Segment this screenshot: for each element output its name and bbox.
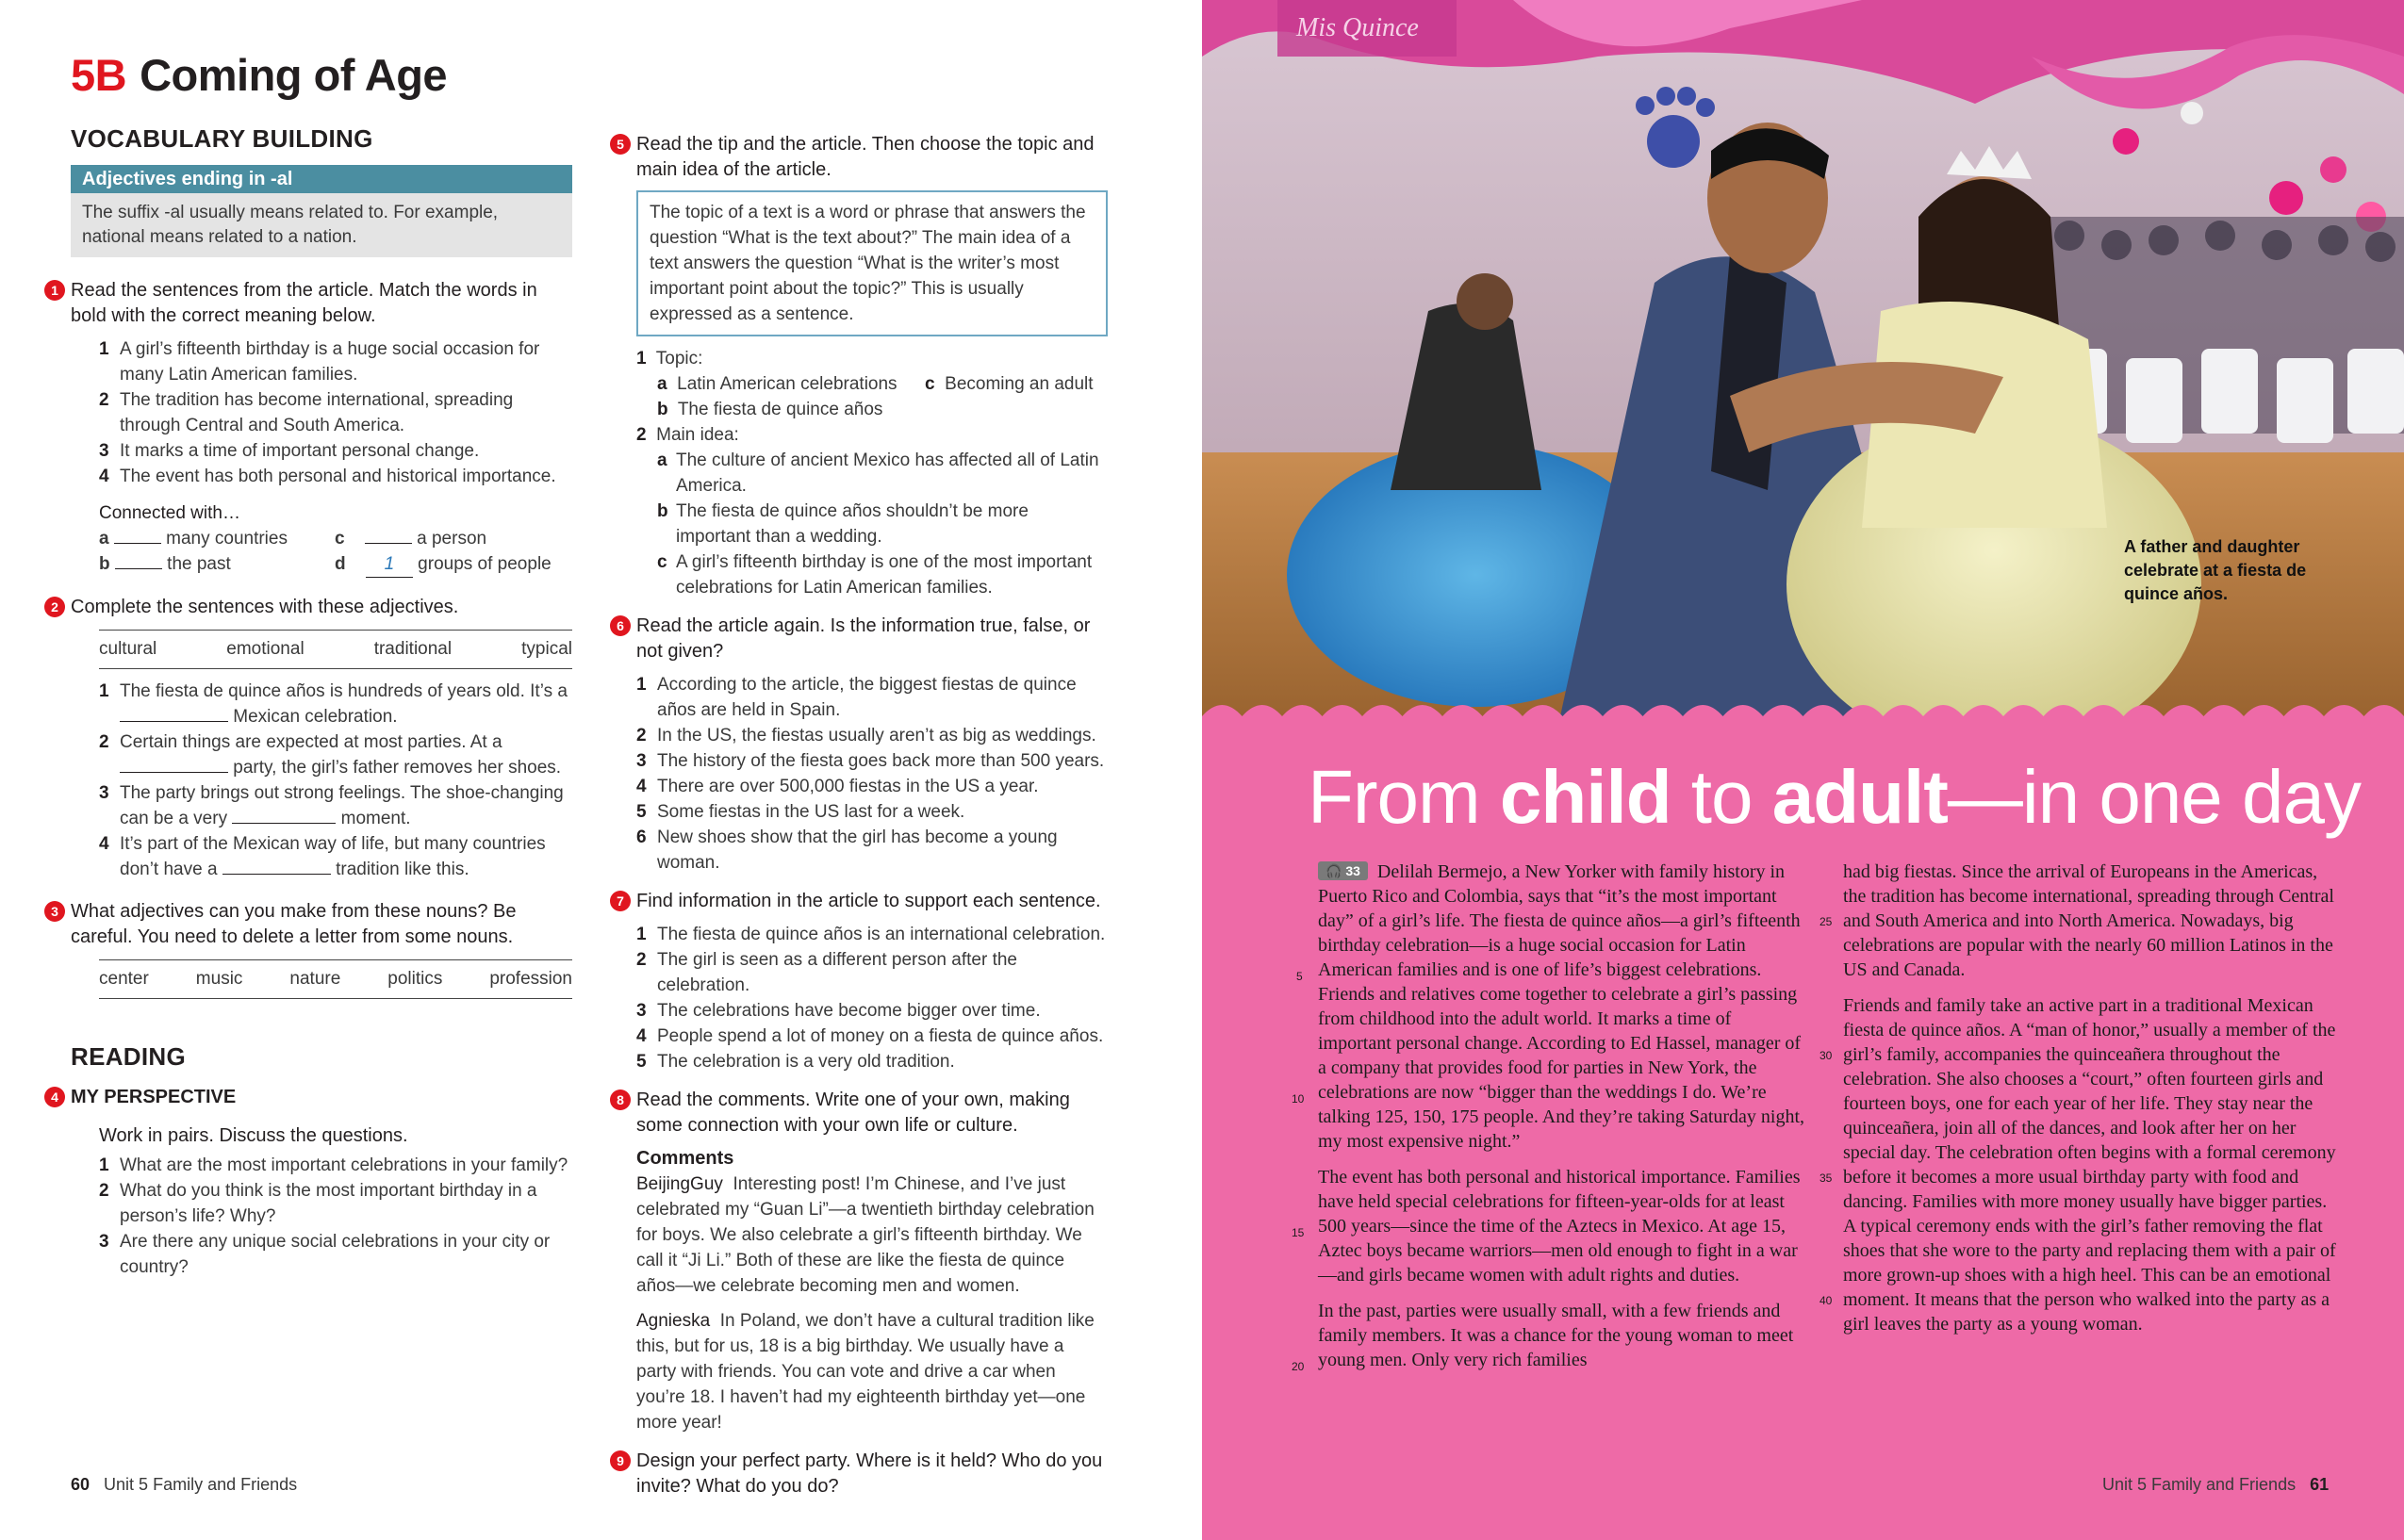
right-page [1202, 0, 2404, 1540]
main-a: a The culture of ancient Mexico has affected all of Latin America. [657, 451, 1099, 496]
list-item: 2 In the US, the fiestas usually aren’t as big as weddings. [636, 726, 1096, 745]
option-a: a many countries [99, 529, 288, 549]
ex3-instruction: What adjectives can you make from these nouns? Be careful. You need to delete a letter from some nouns. [71, 901, 517, 947]
list-item: 5 The celebration is a very old tradition. [636, 1052, 955, 1072]
comment [636, 1308, 1108, 1435]
comment-text: In Poland, we don’t have a cultural tradition like this, but for us, 18 is a big birthday. We usually have a party with friends. You can vote and drive a car when you’re 18. I haven’t had my eighteenth birthday yet—one more year! [636, 1311, 1095, 1433]
line-number: 15 [1292, 1226, 1305, 1239]
list-item: 1 The fiesta de quince años is hundreds of years old. It’s a Mexican celebration. [99, 681, 568, 727]
word: emotional [226, 639, 305, 659]
vocab-tip-bar: Adjectives ending in -al [71, 165, 572, 193]
ex4-instruction: Work in pairs. Discuss the questions. [99, 1125, 408, 1146]
topic-row: a Latin American celebrations c Becoming an adult [657, 374, 1094, 394]
reading-heading: READING [71, 1042, 186, 1071]
answer-blank[interactable] [115, 568, 162, 569]
list-item: 4 The event has both personal and historical importance. [99, 467, 556, 486]
word: traditional [373, 639, 453, 659]
list-item: 6 New shoes show that the girl has become a young woman. [636, 827, 1058, 873]
list-item: 4 There are over 500,000 fiestas in the US a year. [636, 777, 1039, 796]
ex8-instruction: Read the comments. Write one of your own, making some connection with your own life or culture. [636, 1089, 1070, 1136]
list-item: 3 The celebrations have become bigger over time. [636, 1001, 1041, 1021]
list-item: 2 Certain things are expected at most parties. At a party, the girl’s father removes her shoes. [99, 732, 562, 778]
connected-label: Connected with… [99, 503, 240, 523]
topic-label: 1 Topic: [636, 349, 703, 369]
banner-text: Mis Quince [1296, 13, 1419, 42]
left-column-1 [51, 124, 572, 1280]
line-number: 20 [1292, 1360, 1305, 1373]
footer-text: Unit 5 Family and Friends [104, 1475, 298, 1494]
unit-code: 5B [71, 50, 127, 100]
exercise-number: 3 [44, 901, 65, 922]
list-item: 5 Some fiestas in the US last for a week. [636, 802, 965, 822]
audio-track-badge[interactable]: 🎧 33 [1318, 861, 1368, 880]
left-footer [71, 1475, 297, 1495]
exercise-3 [51, 899, 572, 999]
tip-box: The topic of a text is a word or phrase that answers the question “What is the text about?” The main idea of a text answers the question “What is the writer’s most important point about the topic?” This is usually expressed as a sentence. [636, 190, 1108, 336]
exercise-number: 4 [44, 1087, 65, 1107]
word: music [195, 969, 243, 989]
scallop-border [1202, 696, 2404, 733]
exercise-number: 1 [44, 280, 65, 301]
ex2-word-box [99, 630, 572, 669]
list-item: 1 The fiesta de quince años is an international celebration. [636, 925, 1106, 944]
exercise-6 [617, 614, 1108, 876]
comment-author: Agnieska [636, 1311, 711, 1331]
ex7-list [636, 922, 1108, 1074]
list-item: 3 It marks a time of important personal change. [99, 441, 480, 461]
list-item: 3 The party brings out strong feelings. The shoe-changing can be a very moment. [99, 783, 564, 828]
ex3-word-box [99, 959, 572, 999]
vocab-heading: VOCABULARY BUILDING [71, 124, 373, 153]
article-paragraph: 🎧 33 Delilah Bermejo, a New Yorker with family history in Puerto Rico and Colombia, says that “it’s the most important day” of a girl’s life. The fiesta de quince años—a girl’s fifteenth birthday celebration—is a huge social occasion for Latin American families and is one of life’s biggest celebrations. Friends and relatives come together to celebrate a girl’s passing from childhood into the adult world. It marks a time of important personal change. According to Ed Hassel, manager of a company that provides food for parties in New York, the celebrations are now “bigger than the weddings I do. We’re talking 125, 150, 175 people. And they’re taking Saturday night, my most expensive night.” [1318, 861, 1805, 1152]
article-paragraph: In the past, parties were usually small, with a few friends and family members. It was a chance for the young woman to meet young men. Only very rich families [1318, 1301, 1794, 1370]
footer-text: Unit 5 Family and Friends [2102, 1475, 2297, 1494]
exercise-number: 6 [610, 615, 631, 636]
line-number: 5 [1296, 970, 1303, 983]
option-d: d 1 groups of people [335, 551, 570, 578]
list-item: 1 A girl’s fifteenth birthday is a huge social occasion for many Latin American families. [99, 339, 540, 385]
line-number: 10 [1292, 1092, 1305, 1106]
exercise-4 [51, 1085, 572, 1280]
answer-blank[interactable] [120, 721, 228, 722]
option-c: c a person [335, 529, 487, 549]
line-number: 25 [1819, 915, 1833, 928]
list-item: 4 People spend a lot of money on a fiesta de quince años. [636, 1026, 1104, 1046]
line-number: 30 [1819, 1049, 1833, 1062]
option-b: b the past [99, 554, 231, 574]
lesson-title: Coming of Age [140, 50, 448, 100]
page-number: 60 [71, 1475, 91, 1494]
ex1-instruction: Read the sentences from the article. Match the words in bold with the correct meaning below. [71, 280, 537, 326]
page-number: 61 [2310, 1475, 2330, 1494]
headphones-icon: 🎧 [1325, 863, 1342, 878]
word: center [99, 969, 149, 989]
list-item: 2 The girl is seen as a different person after the celebration. [636, 950, 1017, 995]
ex7-instruction: Find information in the article to support each sentence. [636, 891, 1101, 911]
list-item: 1 According to the article, the biggest fiestas de quince años are held in Spain. [636, 675, 1077, 720]
line-number: 40 [1819, 1294, 1833, 1307]
article-paragraph: had big fiestas. Since the arrival of Europeans in the Americas, the tradition has become international, spreading through Central and South America and into North America. Nowadays, big celebrations are popular with the nearly 60 million Latinos in the US and Canada. [1843, 861, 2334, 980]
article-column-2 [1843, 860, 2343, 1348]
ex5-instruction: Read the tip and the article. Then choose the topic and main idea of the article. [636, 134, 1095, 180]
main-label: 2 Main idea: [636, 425, 739, 445]
ex9-instruction: Design your perfect party. Where is it held? Who do you invite? What do you do? [636, 1450, 1103, 1497]
list-item: 2 What do you think is the most important birthday in a person’s life? Why? [99, 1181, 537, 1226]
word: cultural [99, 639, 157, 659]
answer-blank[interactable] [120, 772, 228, 773]
answer-blank[interactable] [114, 543, 161, 544]
word: politics [387, 969, 443, 989]
word: nature [289, 969, 341, 989]
exercise-5 [617, 132, 1108, 600]
article-column-1 [1318, 860, 1808, 1384]
vocab-tip: The suffix -al usually means related to. For example, national means related to a nation. [71, 193, 572, 257]
ex4-heading: MY PERSPECTIVE [71, 1087, 237, 1107]
comment-text: Interesting post! I’m Chinese, and I’ve just celebrated my “Guan Li”—a twentieth birthday celebration for boys. We also celebrate a girl’s fifteenth birthday. We call it “Ji Li.” Both of these are like the fiesta de quince años—we celebrate becoming men and women. [636, 1174, 1095, 1296]
line-number: 35 [1819, 1171, 1833, 1185]
ex2-instruction: Complete the sentences with these adjectives. [71, 597, 459, 617]
ex5-options [636, 346, 1108, 600]
ex2-list [71, 679, 572, 882]
word: profession [489, 969, 572, 989]
ex1-list [71, 336, 572, 489]
list-item: 3 The history of the fiesta goes back more than 500 years. [636, 751, 1105, 771]
right-footer [2102, 1475, 2329, 1495]
article-paragraph: The event has both personal and historical importance. Families have held special celebrations for fifteen-year-olds for at least 500 years—since the time of the Aztecs in Mexico. At age 15, Aztec boys became warriors—men old enough to fight in a war—and girls became women with adult rights and duties. [1318, 1167, 1801, 1286]
page-title [71, 49, 447, 101]
exercise-number: 5 [610, 134, 631, 155]
exercise-number: 9 [610, 1450, 631, 1471]
answer-blank[interactable] [365, 543, 412, 544]
photo-illustration [1202, 0, 2404, 716]
topic-b: b The fiesta de quince años [657, 400, 883, 419]
celebration-photo [1202, 0, 2404, 716]
answer-blank[interactable] [232, 823, 336, 824]
list-item: 3 Are there any unique social celebrations in your city or country? [99, 1232, 551, 1277]
left-column-2 [617, 132, 1108, 1499]
ex6-list [636, 672, 1108, 876]
exercise-number: 8 [610, 1089, 631, 1110]
list-item: 1 What are the most important celebrations in your family? [99, 1155, 568, 1175]
article-paragraph: Friends and family take an active part in a traditional Mexican fiesta de quince años. A “man of honor,” usually a member of the girl’s family, accompanies the quinceañera throughout the celebration. She also chooses a “court,” often fourteen girls and fourteen boys, one for each year of her life. They stay near the quinceañera, join all of the dances, and look after her on her special day. The celebration often begins with a formal ceremony before it becomes a more usual birthday party with food and dancing. Families with more money usually have bigger parties. A typical ceremony ends with the girl’s father removing the flat shoes that she wore to the party and replacing them with a pair of more grown-up shoes with a high heel. This can be an emotional moment. It means that the person who walked into the party as a girl leaves the party as a young woman. [1843, 995, 2336, 1335]
exercise-2 [51, 595, 572, 882]
exercise-number: 2 [44, 597, 65, 617]
comments-label: Comments [636, 1148, 734, 1169]
comment [636, 1171, 1108, 1299]
photo-caption: A father and daughter celebrate at a fiesta de quince años. [2124, 537, 2307, 603]
exercise-1 [51, 278, 572, 578]
main-c: c A girl’s fifteenth birthday is one of the most important celebrations for Latin American families. [657, 552, 1093, 598]
ex4-list [71, 1153, 572, 1280]
ex6-instruction: Read the article again. Is the information true, false, or not given? [636, 615, 1091, 662]
exercise-8 [617, 1088, 1108, 1435]
main-b: b The fiesta de quince años shouldn’t be more important than a wedding. [657, 501, 1029, 547]
answer-example[interactable]: 1 [366, 551, 413, 578]
list-item: 4 It’s part of the Mexican way of life, but many countries don’t have a tradition like this. [99, 834, 546, 879]
word: typical [521, 639, 572, 659]
article-headline: From child to adult—in one day [1308, 755, 2362, 839]
exercise-9 [617, 1449, 1108, 1499]
exercise-number: 7 [610, 891, 631, 911]
list-item: 2 The tradition has become international, spreading through Central and South America. [99, 390, 514, 435]
answer-blank[interactable] [222, 874, 331, 875]
ex1-options [71, 526, 572, 578]
comment-author: BeijingGuy [636, 1174, 723, 1194]
exercise-7 [617, 889, 1108, 1074]
